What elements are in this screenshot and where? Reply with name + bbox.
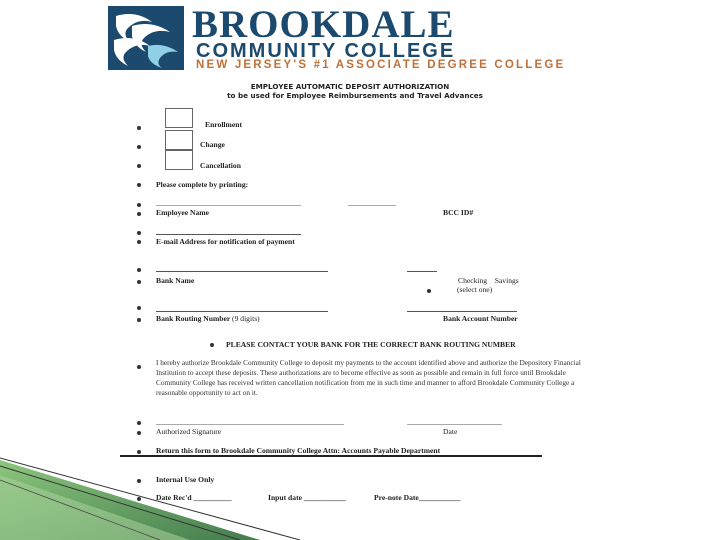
bullet <box>137 365 141 369</box>
routing-number-field[interactable] <box>156 311 328 312</box>
account-number-field[interactable] <box>407 311 517 312</box>
bullet <box>137 280 141 284</box>
authorization-text: I hereby authorize Brookdale Community College to deposit my payments to the account identified above and authorize the Depository Financial Institution to accept these deposits. These authorizations are to become effective as soon as possible and remain in full force until Brookdale Community College has received written cancellation notification from me in such time and manner to afford Brookdale Community College a reasonable opportunity to act on it. <box>156 358 581 398</box>
prenote-date-field: Pre-note Date___________ <box>374 493 461 502</box>
bullet <box>210 343 214 347</box>
logo-line-2: COMMUNITY COLLEGE <box>196 40 456 62</box>
date-field[interactable] <box>407 424 502 425</box>
bullet <box>137 164 141 168</box>
contact-bank-notice: PLEASE CONTACT YOUR BANK FOR THE CORRECT BANK ROUTING NUMBER <box>226 340 516 349</box>
bullet <box>137 318 141 322</box>
email-label: E-mail Address for notification of payment <box>156 237 295 246</box>
bcc-id-field[interactable] <box>348 205 396 206</box>
bank-name-field[interactable] <box>156 271 328 272</box>
bullet <box>137 126 141 130</box>
enrollment-checkbox[interactable] <box>165 108 193 128</box>
bullet <box>137 497 141 501</box>
form-title: EMPLOYEE AUTOMATIC DEPOSIT AUTHORIZATION <box>250 82 450 91</box>
logo-tagline: NEW JERSEY'S #1 ASSOCIATE DEGREE COLLEGE <box>196 59 566 71</box>
input-date-field: Input date ___________ <box>268 493 346 502</box>
bullet <box>137 183 141 187</box>
bullet <box>137 145 141 149</box>
logo-line-1: BROOKDALE <box>192 3 455 46</box>
account-type-label: Checking Savings <box>458 276 519 285</box>
form-subtitle: to be used for Employee Reimbursements and Travel Advances <box>227 91 483 100</box>
bullet <box>427 289 431 293</box>
print-instruction: Please complete by printing: <box>156 180 249 189</box>
email-field[interactable] <box>156 234 301 235</box>
bullet <box>137 203 141 207</box>
bullet <box>137 479 141 483</box>
account-number-label: Bank Account Number <box>443 314 518 323</box>
option-enrollment: Enrollment <box>205 120 242 129</box>
bullet <box>137 240 141 244</box>
date-received-field: Date Rec'd __________ <box>156 493 232 502</box>
bullet <box>137 431 141 435</box>
cancellation-checkbox[interactable] <box>165 150 193 170</box>
select-one-label: (select one) <box>457 285 493 294</box>
account-type-field[interactable] <box>407 271 437 272</box>
signature-label: Authorized Signature <box>156 427 222 436</box>
change-checkbox[interactable] <box>165 130 193 150</box>
date-label: Date <box>443 427 458 436</box>
bullet <box>137 306 141 310</box>
employee-name-field[interactable] <box>156 205 301 206</box>
bullet <box>137 212 141 216</box>
bullet <box>137 421 141 425</box>
bullet <box>137 231 141 235</box>
signature-field[interactable] <box>156 424 344 425</box>
return-instruction: Return this form to Brookdale Community College Attn: Accounts Payable Department <box>156 446 441 455</box>
section-divider <box>120 455 542 457</box>
option-change: Change <box>200 140 225 149</box>
college-logo-icon <box>108 6 184 70</box>
option-cancellation: Cancellation <box>200 161 241 170</box>
routing-label: Bank Routing Number (9 digits) <box>156 314 260 323</box>
bullet <box>137 450 141 454</box>
bcc-id-label: BCC ID# <box>443 208 474 217</box>
bank-name-label: Bank Name <box>156 276 195 285</box>
bullet <box>137 268 141 272</box>
internal-use-label: Internal Use Only <box>156 475 215 484</box>
employee-name-label: Employee Name <box>156 208 209 217</box>
